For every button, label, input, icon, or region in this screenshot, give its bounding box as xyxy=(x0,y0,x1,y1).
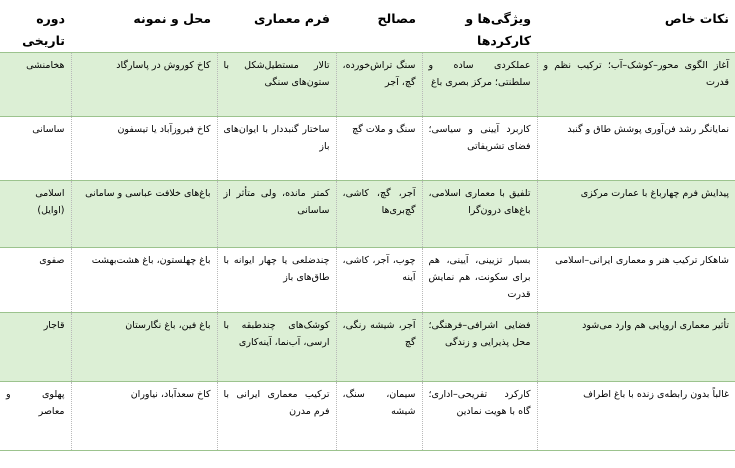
header-features: ویژگی‌ها و کارکردها xyxy=(422,0,537,53)
cell-location: باغ‌های خلافت عباسی و سامانی xyxy=(71,181,217,248)
cell-form: کوشک‌های چندطبقه با ارسی، آب‌نما، آینه‌کاری xyxy=(217,313,336,382)
cell-location: باغ چهلستون، باغ هشت‌بهشت xyxy=(71,248,217,313)
header-period: دوره تاریخی xyxy=(0,0,71,53)
cell-materials: چوب، آجر، کاشی، آینه xyxy=(336,248,422,313)
cell-location: باغ فین، باغ نگارستان xyxy=(71,313,217,382)
cell-location: کاخ کوروش در پاسارگاد xyxy=(71,53,217,117)
cell-location: کاخ فیروزآباد یا تیسفون xyxy=(71,117,217,181)
cell-form: ترکیب معماری ایرانی با فرم مدرن xyxy=(217,382,336,451)
cell-features: تلفیق با معماری اسلامی، باغ‌های درون‌گرا xyxy=(422,181,537,248)
cell-notes: تأثیر معماری اروپایی هم وارد می‌شود xyxy=(537,313,735,382)
table-row xyxy=(0,382,735,451)
cell-materials: سیمان، سنگ، شیشه xyxy=(336,382,422,451)
cell-location: کاخ سعدآباد، نیاوران xyxy=(71,382,217,451)
cell-period: قاجار xyxy=(0,313,71,382)
cell-period: هخامنشی xyxy=(0,53,71,117)
table-row xyxy=(0,53,735,117)
cell-features: کارکرد تفریحی–اداری؛ گاه با هویت نمادین xyxy=(422,382,537,451)
cell-notes: شاهکار ترکیب هنر و معماری ایرانی–اسلامی xyxy=(537,248,735,313)
cell-period: پهلوی و معاصر xyxy=(0,382,71,451)
cell-period: اسلامی (اوایل) xyxy=(0,181,71,248)
table-row xyxy=(0,181,735,248)
cell-form: کمتر مانده، ولی متأثر از ساسانی xyxy=(217,181,336,248)
table-row xyxy=(0,117,735,181)
cell-features: فضایی اشرافی–فرهنگی؛ محل پذیرایی و زندگی xyxy=(422,313,537,382)
cell-notes: نمایانگر رشد فن‌آوری پوشش طاق و گنبد xyxy=(537,117,735,181)
cell-materials: سنگ تراش‌خورده، گچ، آجر xyxy=(336,53,422,117)
cell-period: صفوی xyxy=(0,248,71,313)
header-form: فرم معماری xyxy=(217,0,336,53)
cell-materials: آجر، شیشه رنگی، گچ xyxy=(336,313,422,382)
header-location: محل و نمونه xyxy=(71,0,217,53)
cell-features: بسیار تزیینی، آیینی، هم برای سکونت، هم نمایش قدرت xyxy=(422,248,537,313)
cell-form: چندضلعی یا چهار ایوانه با طاق‌های باز xyxy=(217,248,336,313)
cell-form: ساختار گنبددار با ایوان‌های باز xyxy=(217,117,336,181)
cell-form: تالار مستطیل‌شکل با ستون‌های سنگی xyxy=(217,53,336,117)
header-row xyxy=(0,0,735,53)
cell-materials: سنگ و ملات گچ xyxy=(336,117,422,181)
cell-materials: آجر، گچ، کاشی، گچ‌بری‌ها xyxy=(336,181,422,248)
cell-notes: آغاز الگوی محور–کوشک–آب؛ ترکیب نظم و قدرت xyxy=(537,53,735,117)
cell-features: کاربرد آیینی و سیاسی؛ فضای تشریفاتی xyxy=(422,117,537,181)
cell-notes: غالباً بدون رابطه‌ی زنده با باغ اطراف xyxy=(537,382,735,451)
cell-notes: پیدایش فرم چهارباغ با عمارت مرکزی xyxy=(537,181,735,248)
header-materials: مصالح xyxy=(336,0,422,53)
table-row xyxy=(0,248,735,313)
cell-features: عملکردی ساده و سلطنتی؛ مرکز بصری باغ xyxy=(422,53,537,117)
cell-period: ساسانی xyxy=(0,117,71,181)
table-row xyxy=(0,313,735,382)
header-notes: نکات خاص xyxy=(537,0,735,53)
